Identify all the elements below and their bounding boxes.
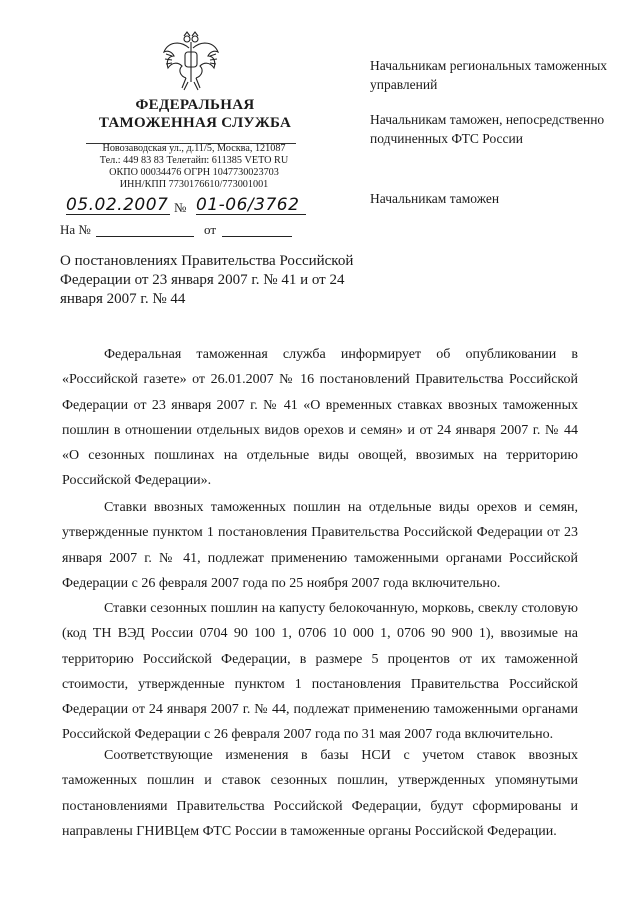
addressee-subordinate-customs: Начальникам таможен, непосредственно подчиненных ФТС России [370,112,605,146]
registration-number: 01-06/3762 [196,195,300,215]
body-paragraph: Федеральная таможенная служба информирует об опубликовании в «Российской газете» от 26.01.2007 № 16 постановлений Правительства Российской Федерации от 23 января 2007 г. № 41 «О временных ставках ввозных таможенных пошлин в отношении отдельных видов орехов и семян» и от 24 января 2007 г. № 44 «О сезонных пошлинах на отдельные виды овощей, ввозимых на территорию Российской Федерации». [62,347,578,489]
contact-address: Новозаводская ул., д.11/5, Москва, 121087 [102,143,286,154]
contact-inn-kpp: ИНН/КПП 7730176610/773001001 [119,179,269,190]
organization-name-line1: ФЕДЕРАЛЬНАЯ [135,97,255,113]
organization-name-line2: ТАМОЖЕННАЯ СЛУЖБА [98,115,292,131]
reference-date-label: от [204,222,217,237]
contact-phone: Тел.: 449 83 83 Телетайп: 611385 VETO RU [99,155,289,166]
reference-number-blank [96,236,194,237]
reference-date-blank [222,236,292,237]
russian-coat-of-arms-icon [160,28,222,94]
contact-okpo-ogrn: ОКПО 00034476 ОГРН 1047730023703 [109,167,279,178]
date-underline [66,214,170,215]
body-paragraph: Ставки ввозных таможенных пошлин на отдельные виды орехов и семян, утвержденные пунктом 1 постановления Правительства Российской Федерации от 23 января 2007 г. № 41, подлежат применению таможенными органами Российской Федерации с 26 февраля 2007 года по 25 ноября 2007 года включительно. [62,500,578,591]
registration-number-label: № [174,200,187,215]
addressee-regional-departments: Начальникам региональных таможенных управлений [370,58,608,92]
body-paragraph: Соответствующие изменения в базы НСИ с учетом ставок ввозных таможенных пошлин и ставок сезонных пошлин, утвержденных упомянутыми постановлениями Правительства Российской Федерации, будут сформированы и направлены ГНИВЦем ФТС России в таможенные органы Российской Федерации. [62,748,578,839]
number-underline [196,214,306,215]
addressee-customs-heads: Начальникам таможен [370,191,500,206]
reference-number-label: На № [60,222,91,237]
registration-date: 05.02.2007 [66,195,169,215]
document-subject: О постановлениях Правительства Российской Федерации от 23 января 2007 г. № 41 и от 24 января 2007 г. № 44 [60,253,354,307]
body-paragraph: Ставки сезонных пошлин на капусту белокочанную, морковь, свеклу столовую (код ТН ВЭД России 0704 90 100 1, 0706 10 000 1, 0706 90 900 1), ввозимые на территорию Российской Федерации, в размере 5 процентов от их таможенной стоимости, утвержденные пунктом 1 постановления Правительства Российской Федерации от 24 января 2007 г. № 44, подлежат применению таможенными органами Российской Федерации с 26 февраля 2007 года по 31 мая 2007 года включительно. [62,601,578,743]
